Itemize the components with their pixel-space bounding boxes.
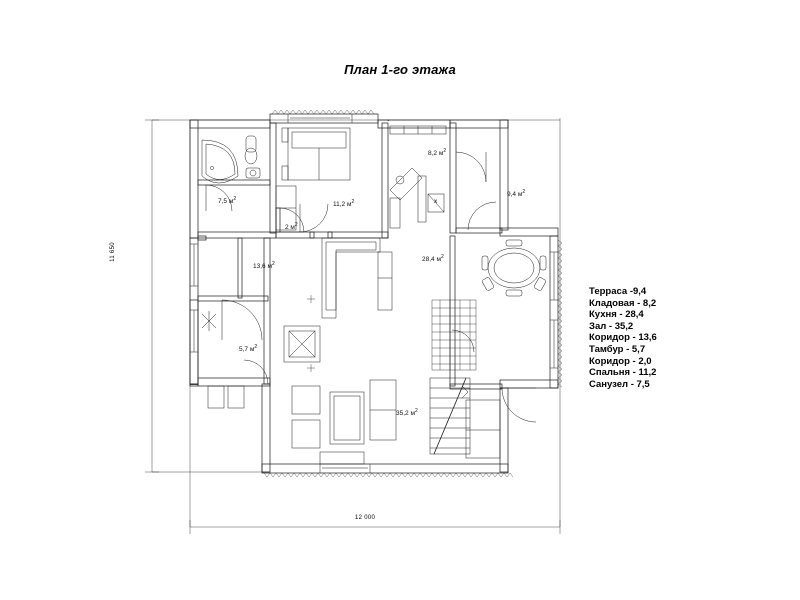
legend-item-spalnya: Спальня - 11,2 xyxy=(589,367,657,379)
dimension-bottom: 12 000 xyxy=(355,515,376,521)
legend-item-kuhnya: Кухня - 28,4 xyxy=(589,309,644,321)
dimension-left: 11 650 xyxy=(110,242,116,262)
area-label: 13,6 $м^2$ xyxy=(253,261,275,271)
legend xyxy=(589,286,657,390)
area-label: 8,2 $м^2$ xyxy=(428,148,447,158)
area-label: 7,5 $м^2$ xyxy=(218,196,237,206)
legend-item-koridor-2: Коридор - 2,0 xyxy=(589,355,652,367)
legend-item-terrasa: Терраса -9,4 xyxy=(589,286,647,297)
area-label: 9,4 $м^2$ xyxy=(507,189,526,199)
area-label: 2 $м^2$ xyxy=(285,222,298,232)
area-label: 5,7 $м^2$ xyxy=(239,344,258,354)
legend-item-sanuzel: Санузел - 7,5 xyxy=(589,378,650,390)
area-label: 35,2 $м^2$ xyxy=(396,408,418,418)
legend-item-koridor-1: Коридор - 13,6 xyxy=(589,332,657,344)
page-title: План 1-го этажа xyxy=(344,62,456,77)
legend-item-kladovaya: Кладовая - 8,2 xyxy=(589,297,657,309)
area-label: 28,4 $м^2$ xyxy=(422,254,444,264)
legend-item-tambur: Тамбур - 5,7 xyxy=(589,343,646,355)
legend-item-zal: Зал - 35,2 xyxy=(589,320,634,332)
area-label: 11,2 $м^2$ xyxy=(333,199,355,209)
fridge-mark: х xyxy=(434,198,438,205)
